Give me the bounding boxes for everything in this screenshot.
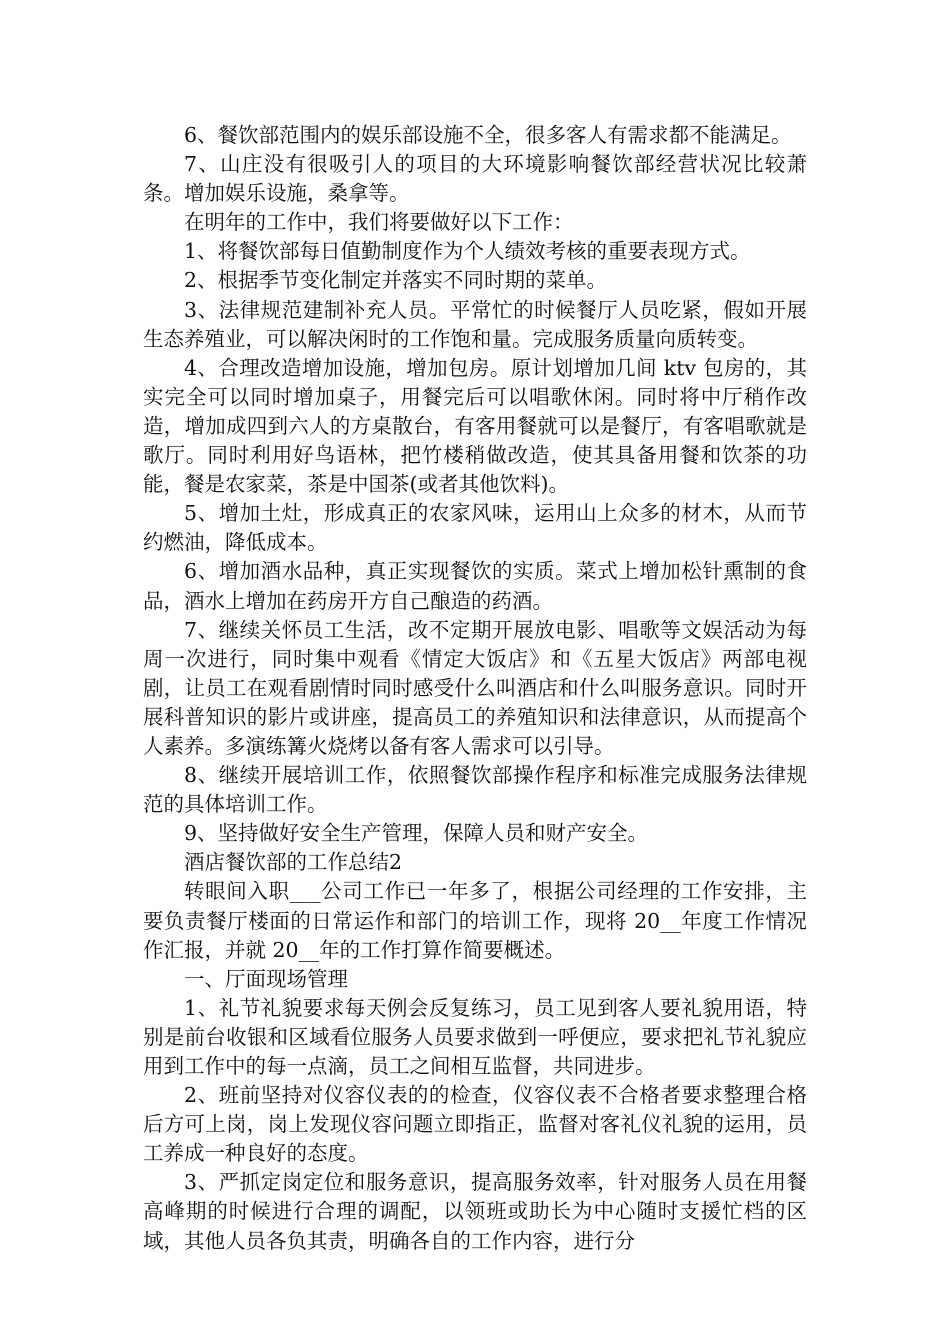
- paragraph-plan-4: 4、合理改造增加设施，增加包房。原计划增加几间 ktv 包房的，其实完全可以同时增加桌子，用餐完后可以唱歌休闲。同时将中厅稍作改造，增加成四到六人的方桌散台，有客用餐就可以是餐厅，有客唱歌就是歌厅。同时利用好鸟语林，把竹楼稍做改造，使其具备用餐和饮茶的功能，餐是农家菜，茶是中国茶(或者其他饮料)。: [143, 355, 807, 497]
- paragraph-plan-intro: 在明年的工作中，我们将要做好以下工作：: [184, 210, 574, 235]
- paragraph-plan-5: 5、增加土灶，形成真正的农家风味，运用山上众多的材木，从而节约燃油，降低成本。: [143, 501, 807, 555]
- paragraph-management-1: 1、礼节礼貌要求每天例会反复练习，员工见到客人要礼貌用语，特别是前台收银和区域看位服务人员要求做到一呼便应，要求把礼节礼貌应用到工作中的每一点滴，员工之间相互监督，共同进步。: [143, 995, 807, 1078]
- section-title-summary-2: 酒店餐饮部的工作总结2: [184, 850, 403, 875]
- paragraph-plan-9: 9、坚持做好安全生产管理，保障人员和财产安全。: [184, 821, 649, 846]
- paragraph-plan-8: 8、继续开展培训工作，依照餐饮部操作程序和标准完成服务法律规范的具体培训工作。: [143, 763, 807, 817]
- paragraph-management-3: 3、严抓定岗定位和服务意识，提高服务效率，针对服务人员在用餐高峰期的时候进行合理的调配，以领班或助长为中心随时支援忙档的区域，其他人员各负其责，明确各自的工作内容，进行分: [143, 1170, 807, 1253]
- paragraph-management-2: 2、班前坚持对仪容仪表的的检查，仪容仪表不合格者要求整理合格后方可上岗，岗上发现仪容问题立即指正，监督对客礼仪礼貌的运用，员工养成一种良好的态度。: [143, 1083, 807, 1166]
- section-heading-floor-management: 一、厅面现场管理: [184, 966, 348, 991]
- paragraph-plan-7: 7、继续关怀员工生活，改不定期开展放电影、唱歌等文娱活动为每周一次进行，同时集中观看《情定大饭店》和《五星大饭店》两部电视剧，让员工在观看剧情时同时感受什么叫酒店和什么叫服务意识。同时开展科普知识的影片或讲座，提高员工的养殖知识和法律意识，从而提高个人素养。多演练篝火烧烤以备有客人需求可以引导。: [143, 617, 807, 758]
- paragraph-problem-6: 6、餐饮部范围内的娱乐部设施不全，很多客人有需求都不能满足。: [184, 123, 792, 147]
- paragraph-plan-1: 1、将餐饮部每日值勤制度作为个人绩效考核的重要表现方式。: [184, 239, 751, 264]
- paragraph-summary-intro: 转眼间入职___公司工作已一年多了，根据公司经理的工作安排，主要负责餐厅楼面的日常运作和部门的培训工作，现将 20__年度工作情况作汇报，并就 20__年的工作打算作简要概述。: [143, 879, 807, 962]
- document-body: [143, 121, 807, 1256]
- paragraph-plan-6: 6、增加酒水品种，真正实现餐饮的实质。菜式上增加松针熏制的食品，酒水上增加在药房开方自己酿造的药酒。: [143, 559, 807, 613]
- paragraph-problem-7: 7、山庄没有很吸引人的项目的大环境影响餐饮部经营状况比较萧条。增加娱乐设施，桑拿等。: [143, 152, 807, 206]
- paragraph-plan-2: 2、根据季节变化制定并落实不同时期的菜单。: [184, 268, 608, 293]
- paragraph-plan-3: 3、法律规范建制补充人员。平常忙的时候餐厅人员吃紧，假如开展生态养殖业，可以解决闲时的工作饱和量。完成服务质量向质转变。: [143, 297, 807, 351]
